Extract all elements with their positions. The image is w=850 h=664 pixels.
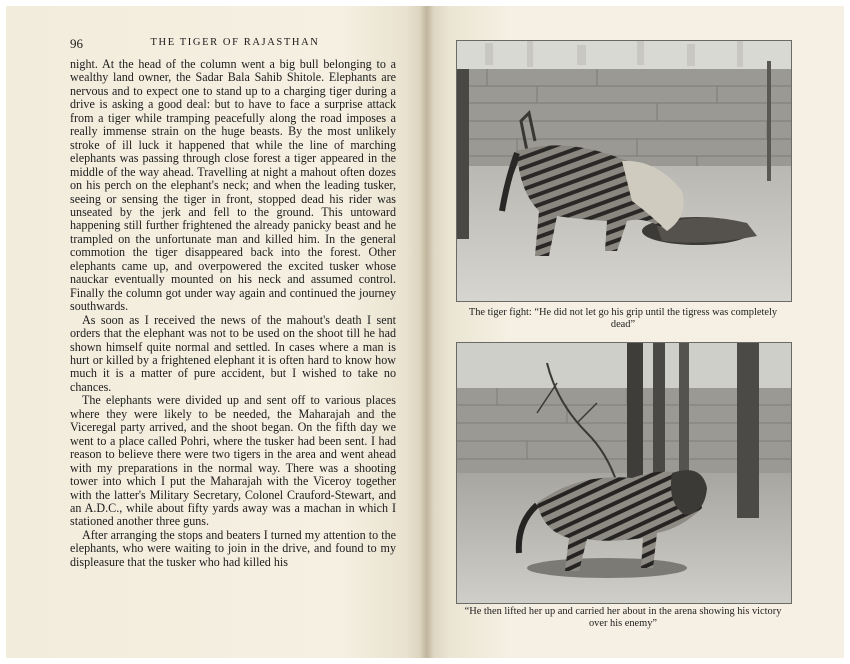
book-gutter <box>420 6 434 658</box>
right-page <box>426 6 844 658</box>
left-page <box>6 6 426 658</box>
photo-tiger-carry <box>456 342 792 604</box>
tiger-fight-image <box>457 41 791 301</box>
running-head-title: THE TIGER OF RAJASTHAN <box>150 37 320 48</box>
paragraph-1: night. At the head of the column went a big bull belonging to a wealthy land owner, the Sadar Bala Sahib Shitole. Elephants are nervous and to expect one to stand up to a charging tiger during a drive is asking a good deal: but to have to face a surprise attack from a tiger while tramping peacefully along the road imposes a really immense strain on the huge beasts. By the most unlikely stroke of ill luck it happened that while the line of marching elephants was passing through close forest a tiger appeared in the middle of the way ahead. Travelling at night a mahout often dozes on his perch on the elephant's neck; and when the leading tusker, seeing or sensing the tiger in front, stopped dead his rider was unseated by the jerk and fell to the ground. This untoward happening still further frightened the already panicky beast and he trampled on the unfortunate man and killed him. In the general commotion the tiger disappeared back into the forest. Other elephants came up, and overpowered the excited tusker whose nauckar eventually mounted on his neck and assumed control. Finally the column got under way again and continued the journey southwards. <box>70 57 396 314</box>
paragraph-2: As soon as I received the news of the mahout's death I sent orders that the elephant was not to be used on the shoot till he had shown himself quite normal and settled. In cases where a man is hurt or killed by a frightened elephant it is often hard to know how much it is a matter of pure accident, but I wished to take no chances. <box>70 312 396 394</box>
tiger-carry-image <box>457 343 791 603</box>
caption-top: The tiger fight: “He did not let go his grip until the tigress was completely dead” <box>468 307 778 330</box>
photo-tiger-fight <box>456 40 792 302</box>
paragraph-3: The elephants were divided up and sent off to various places where they were likely to be needed, the Maharajah and the Viceregal party arrived, and the shoot began. On the fifth day we went to a place called Pohri, where the tusker had been sent. I had reason to believe there were two tigers in the area and went ahead with my preparations in the normal way. There was a shooting tower into which I put the Maharajah with the Viceroy together with the latter's Military Secretary, Colonel Crauford-Stewart, and an A.D.C., while about fifty yards away was a machan in which I stationed another three guns. <box>70 393 396 529</box>
body-text <box>70 58 396 569</box>
running-head <box>70 36 400 52</box>
page-number: 96 <box>70 36 83 51</box>
paragraph-4: After arranging the stops and beaters I turned my attention to the elephants, who were waiting to join in the drive, and found to my displeasure that the tusker who had killed his <box>70 527 396 569</box>
caption-bottom: “He then lifted her up and carried her about in the arena showing his victory over his enemy” <box>464 606 782 629</box>
